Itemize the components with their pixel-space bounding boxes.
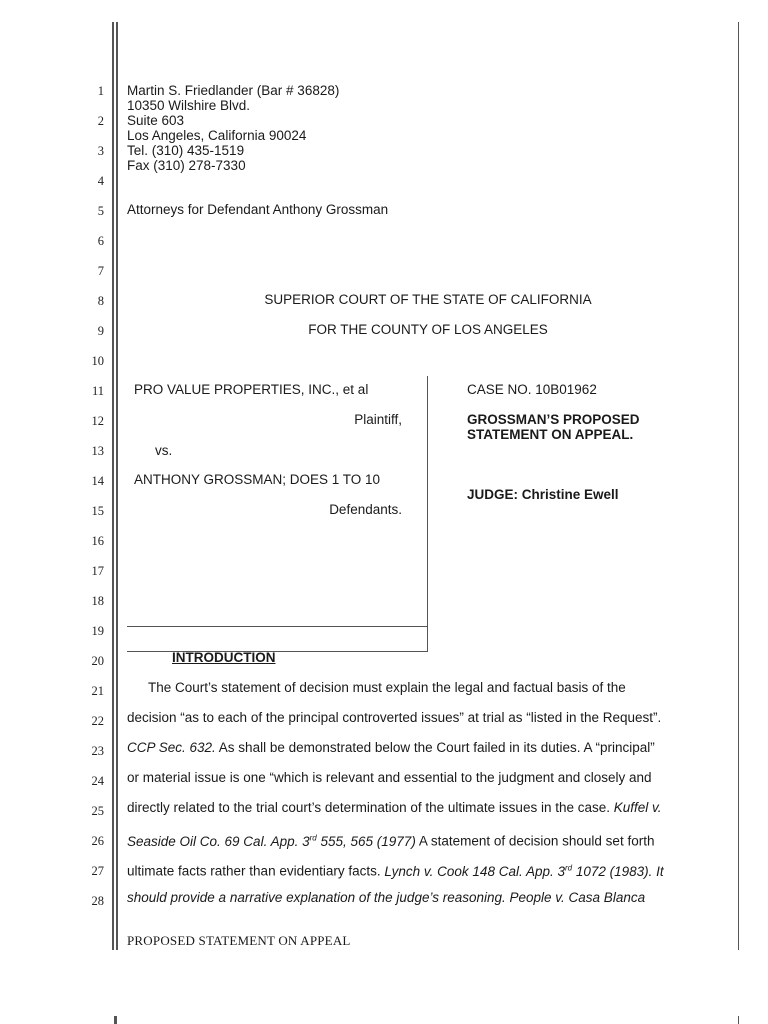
line-number: 27 (91, 864, 104, 878)
line-number: 24 (91, 774, 104, 788)
case-number: CASE NO. 10B01962 (467, 382, 597, 397)
defendant-role: Defendants. (329, 502, 402, 517)
line-number: 18 (91, 594, 104, 608)
line-number: 17 (91, 564, 104, 578)
left-margin-double-rule-inner (116, 22, 118, 950)
address-line: Los Angeles, California 90024 (127, 128, 307, 143)
right-margin-rule (738, 22, 739, 950)
section-heading-introduction: INTRODUCTION (172, 650, 276, 665)
line-number: 16 (91, 534, 104, 548)
line-number: 28 (91, 894, 104, 908)
judge-name: JUDGE: Christine Ewell (467, 487, 619, 502)
line-number: 3 (97, 144, 104, 158)
line-number: 15 (91, 504, 104, 518)
body-line: CCP Sec. 632. As shall be demonstrated below the Court failed in its duties. A “principal” (127, 740, 655, 755)
telephone-line: Tel. (310) 435-1519 (127, 143, 245, 158)
attorney-name-line: Martin S. Friedlander (Bar # 36828) (127, 83, 340, 98)
fax-line: Fax (310) 278-7330 (127, 158, 246, 173)
document-title-line1: GROSSMAN’S PROPOSED (467, 412, 640, 427)
citation: Kuffel v. (613, 800, 662, 815)
court-name: SUPERIOR COURT OF THE STATE OF CALIFORNIA (264, 292, 592, 307)
line-number: 12 (91, 414, 104, 428)
body-line: decision “as to each of the principal controverted issues” at trial as “listed in the Request”. (127, 710, 662, 725)
line-number: 2 (97, 114, 104, 128)
left-margin-double-rule-outer (112, 22, 114, 950)
defendant-name: ANTHONY GROSSMAN; DOES 1 TO 10 (134, 472, 381, 487)
citation: Seaside Oil Co. 69 Cal. App. 3rd 555, 565 (1977) (127, 833, 416, 849)
line-number: 11 (91, 384, 104, 398)
line-number: 1 (97, 84, 104, 98)
line-number: 7 (97, 264, 104, 278)
caption-vertical-rule (427, 376, 428, 651)
body-line: should provide a narrative explanation of the judge’s reasoning. People v. Casa Blanca (127, 890, 646, 905)
line-number: 26 (91, 834, 104, 848)
line-number: 25 (91, 804, 104, 818)
line-number: 14 (91, 474, 104, 488)
line-number: 5 (97, 204, 104, 218)
line-number: 9 (97, 324, 104, 338)
next-page-right-rule (738, 1016, 739, 1024)
address-line: Suite 603 (127, 113, 185, 128)
line-number: 6 (97, 234, 104, 248)
body-line: or material issue is one “which is relevant and essential to the judgment and closely and (127, 770, 652, 785)
line-number: 20 (91, 654, 104, 668)
caption-horizontal-rule (127, 626, 428, 627)
line-number: 23 (91, 744, 104, 758)
attorneys-for-line: Attorneys for Defendant Anthony Grossman (127, 202, 389, 217)
line-number: 8 (97, 294, 104, 308)
citation: CCP Sec. 632. (127, 740, 216, 755)
body-line: ultimate facts rather than evidentiary facts. Lynch v. Cook 148 Cal. App. 3rd 1072 (1983). It (127, 863, 664, 879)
court-county: FOR THE COUNTY OF LOS ANGELES (308, 322, 548, 337)
body-line: The Court’s statement of decision must explain the legal and factual basis of the (148, 680, 626, 695)
line-number: 19 (91, 624, 104, 638)
body-line: directly related to the trial court’s determination of the ultimate issues in the case. Kuffel v. (127, 800, 662, 815)
document-title-line2: STATEMENT ON APPEAL. (467, 427, 634, 442)
address-line: 10350 Wilshire Blvd. (127, 98, 251, 113)
body-line: Seaside Oil Co. 69 Cal. App. 3rd 555, 565 (1977) A statement of decision should set forth (127, 833, 655, 849)
citation: Lynch v. Cook 148 Cal. App. 3rd 1072 (1983). It (384, 863, 664, 879)
line-number: 4 (97, 174, 104, 188)
line-number: 21 (91, 684, 104, 698)
line-number: 10 (91, 354, 104, 368)
line-number: 22 (91, 714, 104, 728)
versus-label: vs. (155, 443, 173, 458)
next-page-left-rule (114, 1016, 117, 1024)
plaintiff-name: PRO VALUE PROPERTIES, INC., et al (134, 382, 369, 397)
line-number: 13 (91, 444, 104, 458)
page-footer-title: PROPOSED STATEMENT ON APPEAL (127, 933, 351, 948)
plaintiff-role: Plaintiff, (354, 412, 402, 427)
